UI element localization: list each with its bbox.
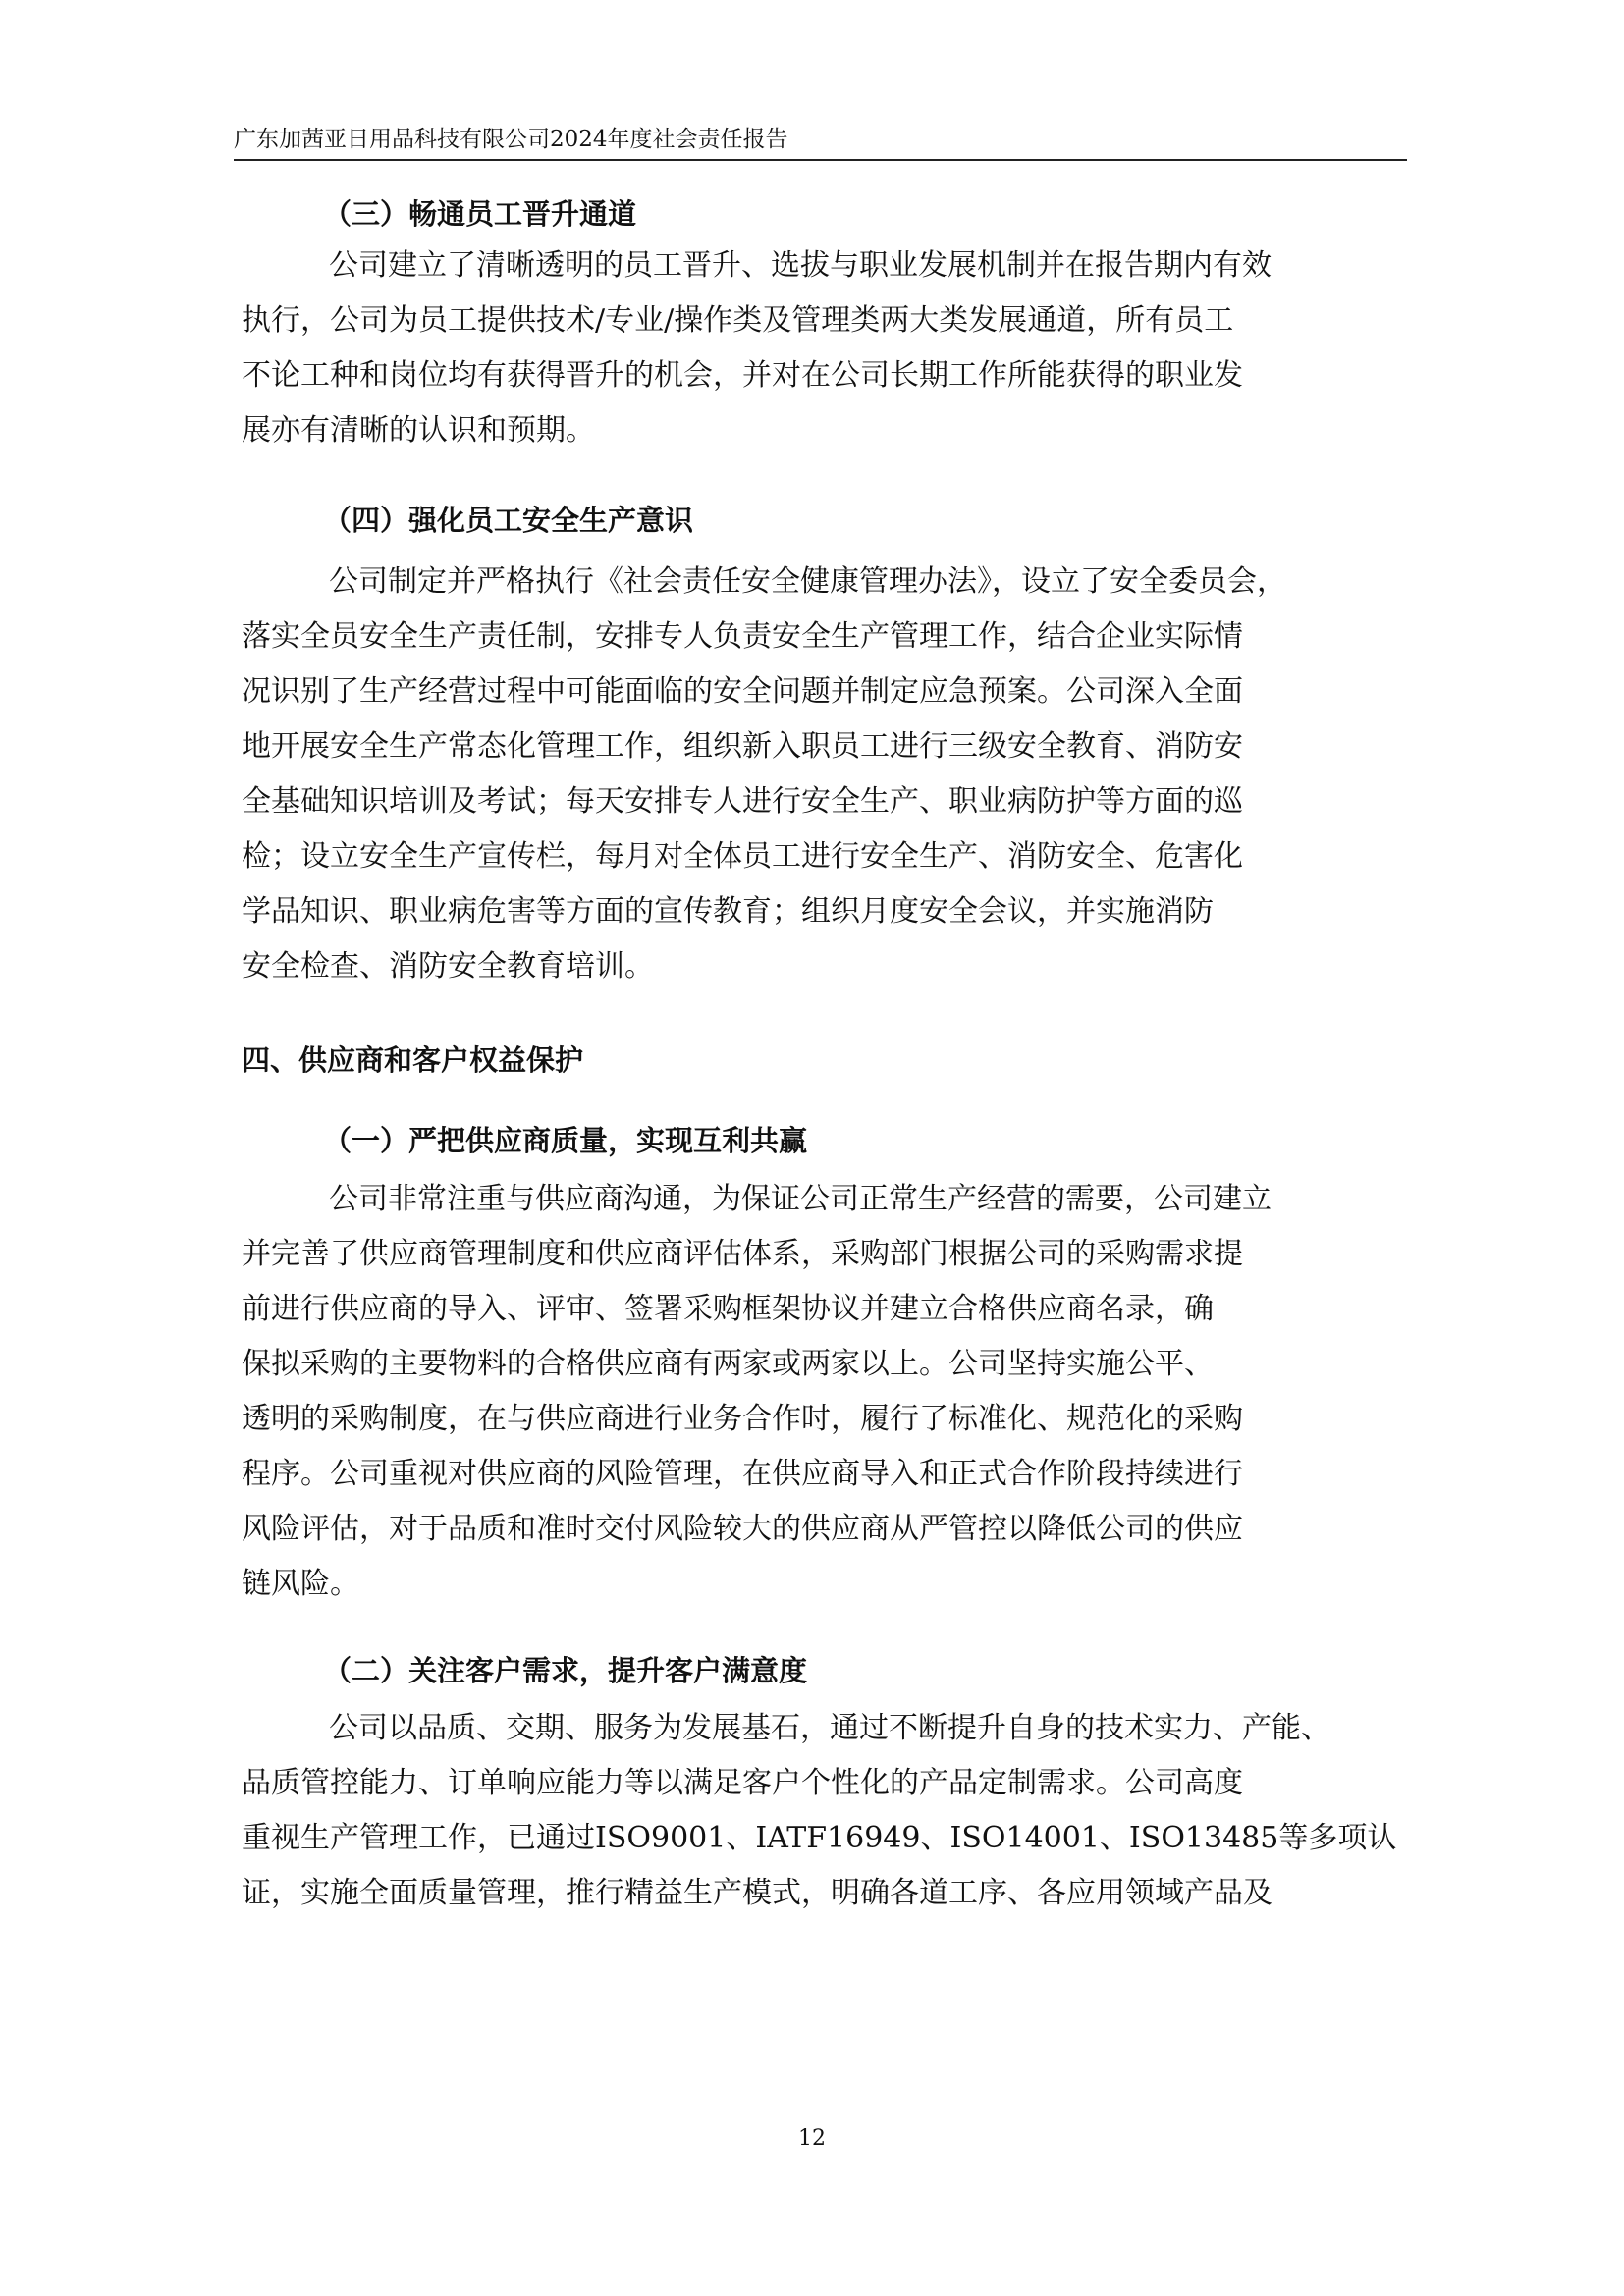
paragraph-line: 况识别了生产经营过程中可能面临的安全问题并制定应急预案。公司深入全面 — [242, 674, 1243, 709]
paragraph-line: 证，实施全面质量管理，推行精益生产模式，明确各道工序、各应用领域产品及 — [242, 1876, 1272, 1910]
section-heading-promotion: （三）畅通员工晋升通道 — [323, 197, 637, 231]
paragraph-line: 不论工种和岗位均有获得晋升的机会，并对在公司长期工作所能获得的职业发 — [242, 358, 1243, 393]
paragraph-line: 安全检查、消防安全教育培训。 — [242, 949, 654, 984]
paragraph-line: 公司以品质、交期、服务为发展基石，通过不断提升自身的技术实力、产能、 — [329, 1711, 1330, 1745]
paragraph-line: 检；设立安全生产宣传栏，每月对全体员工进行安全生产、消防安全、危害化 — [242, 839, 1243, 874]
paragraph-line: 链风险。 — [242, 1567, 359, 1601]
section-heading-safety: （四）强化员工安全生产意识 — [323, 504, 694, 537]
paragraph-line: 风险评估，对于品质和准时交付风险较大的供应商从严管控以降低公司的供应 — [242, 1512, 1243, 1546]
paragraph-line: 保拟采购的主要物料的合格供应商有两家或两家以上。公司坚持实施公平、 — [242, 1347, 1214, 1381]
paragraph-line: 公司制定并严格执行《社会责任安全健康管理办法》，设立了安全委员会， — [329, 564, 1286, 599]
paragraph-line: 重视生产管理工作，已通过ISO9001、IATF16949、ISO14001、ISO13485等多项认 — [242, 1821, 1397, 1855]
page-number: 12 — [798, 2126, 826, 2151]
paragraph-line: 公司非常注重与供应商沟通，为保证公司正常生产经营的需要，公司建立 — [329, 1182, 1272, 1216]
paragraph-line: 公司建立了清晰透明的员工晋升、选拔与职业发展机制并在报告期内有效 — [329, 248, 1272, 283]
section-heading-customer-satisfaction: （二）关注客户需求，提升客户满意度 — [323, 1654, 808, 1687]
section-heading-supplier-quality: （一）严把供应商质量，实现互利共赢 — [323, 1124, 808, 1157]
paragraph-line: 学品知识、职业病危害等方面的宣传教育；组织月度安全会议，并实施消防 — [242, 894, 1214, 929]
chapter-heading-suppliers-customers: 四、供应商和客户权益保护 — [242, 1043, 584, 1077]
paragraph-line: 前进行供应商的导入、评审、签署采购框架协议并建立合格供应商名录，确 — [242, 1292, 1214, 1326]
paragraph-line: 程序。公司重视对供应商的风险管理，在供应商导入和正式合作阶段持续进行 — [242, 1457, 1243, 1491]
paragraph-line: 地开展安全生产常态化管理工作，组织新入职员工进行三级安全教育、消防安 — [242, 729, 1243, 764]
report-title: 广东加茜亚日用品科技有限公司2024年度社会责任报告 — [234, 127, 788, 152]
paragraph-line: 透明的采购制度，在与供应商进行业务合作时，履行了标准化、规范化的采购 — [242, 1402, 1243, 1436]
paragraph-line: 品质管控能力、订单响应能力等以满足客户个性化的产品定制需求。公司高度 — [242, 1766, 1243, 1800]
paragraph-line: 执行，公司为员工提供技术/专业/操作类及管理类两大类发展通道，所有员工 — [242, 303, 1234, 338]
page-header — [234, 114, 1407, 161]
paragraph-line: 全基础知识培训及考试；每天安排专人进行安全生产、职业病防护等方面的巡 — [242, 784, 1243, 819]
paragraph-line: 展亦有清晰的认识和预期。 — [242, 413, 595, 448]
paragraph-line: 落实全员安全生产责任制，安排专人负责安全生产管理工作，结合企业实际情 — [242, 619, 1243, 654]
paragraph-line: 并完善了供应商管理制度和供应商评估体系，采购部门根据公司的采购需求提 — [242, 1237, 1243, 1271]
